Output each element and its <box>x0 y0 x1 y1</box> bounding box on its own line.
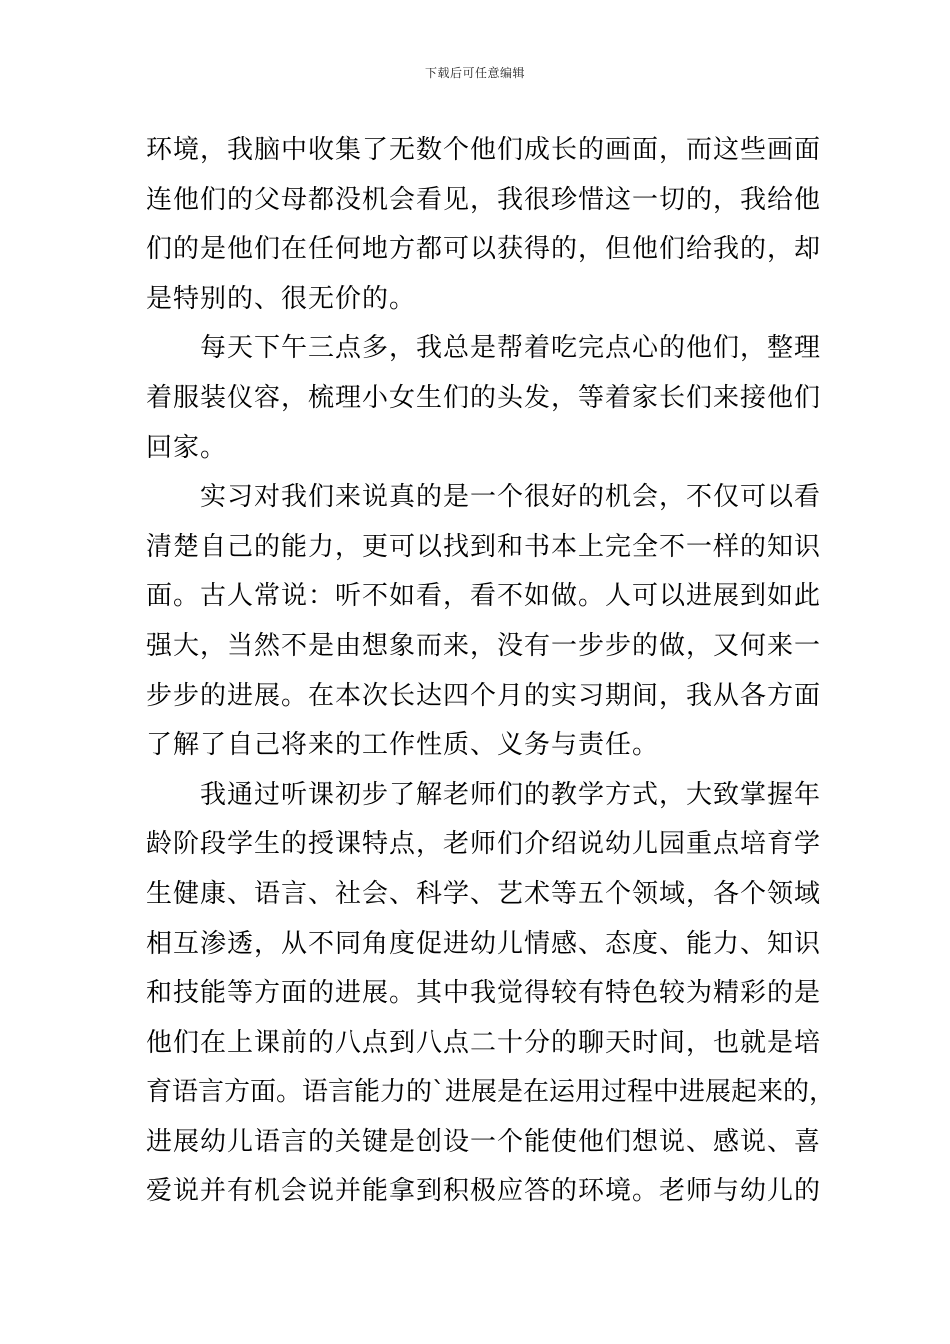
text-line: 每天下午三点多，我总是帮着吃完点心的他们，整理 <box>200 333 822 364</box>
body-text <box>146 126 836 1217</box>
text-line: 进展幼儿语言的关键是创设一个能使他们想说、感说、喜 <box>146 1126 822 1157</box>
text-line: 我通过听课初步了解老师们的教学方式，大致掌握年 <box>200 779 822 810</box>
text-line: 生健康、语言、社会、科学、艺术等五个领域，各个领域 <box>146 878 822 909</box>
paragraph-2 <box>146 324 826 473</box>
text-line: 回家。 <box>146 432 228 463</box>
text-line: 强大，当然不是由想象而来，没有一步步的做，又何来一 <box>146 630 822 661</box>
text-line: 环境，我脑中收集了无数个他们成长的画面，而这些画面 <box>146 135 822 165</box>
text-line: 相互渗透，从不同角度促进幼儿情感、态度、能力、知识 <box>146 928 822 959</box>
text-line: 他们在上课前的八点到八点二十分的聊天时间，也就是培 <box>146 1027 822 1058</box>
text-line: 着服装仪容，梳理小女生们的头发，等着家长们来接他们 <box>146 382 822 413</box>
text-line: 连他们的父母都没机会看见，我很珍惜这一切的，我给他 <box>146 184 822 215</box>
text-line: 是特别的、很无价的。 <box>146 283 417 314</box>
paragraph-4 <box>146 771 836 1217</box>
text-line: 实习对我们来说真的是一个很好的机会，不仅可以看 <box>200 482 822 513</box>
paragraph-1 <box>146 126 826 324</box>
text-line: 龄阶段学生的授课特点，老师们介绍说幼儿园重点培育学 <box>146 829 822 860</box>
text-line: 和技能等方面的进展。其中我觉得较有特色较为精彩的是 <box>146 978 822 1009</box>
page-header-note: 下载后可任意编辑 <box>424 66 525 80</box>
text-line: 们的是他们在任何地方都可以获得的，但他们给我的，却 <box>146 234 822 265</box>
text-line: 爱说并有机会说并能拿到积极应答的环境。老师与幼儿的 <box>146 1176 822 1207</box>
text-line: 清楚自己的能力，更可以找到和书本上完全不一样的知识 <box>146 531 822 562</box>
text-line: 面。古人常说：听不如看，看不如做。人可以进展到如此 <box>146 581 822 612</box>
text-line: 步步的进展。在本次长达四个月的实习期间，我从各方面 <box>146 680 822 711</box>
text-line: 了解了自己将来的工作性质、义务与责任。 <box>146 730 660 761</box>
text-line: 育语言方面。语言能力的`进展是在运用过程中进展起来的， <box>146 1077 836 1108</box>
paragraph-3 <box>146 473 826 771</box>
